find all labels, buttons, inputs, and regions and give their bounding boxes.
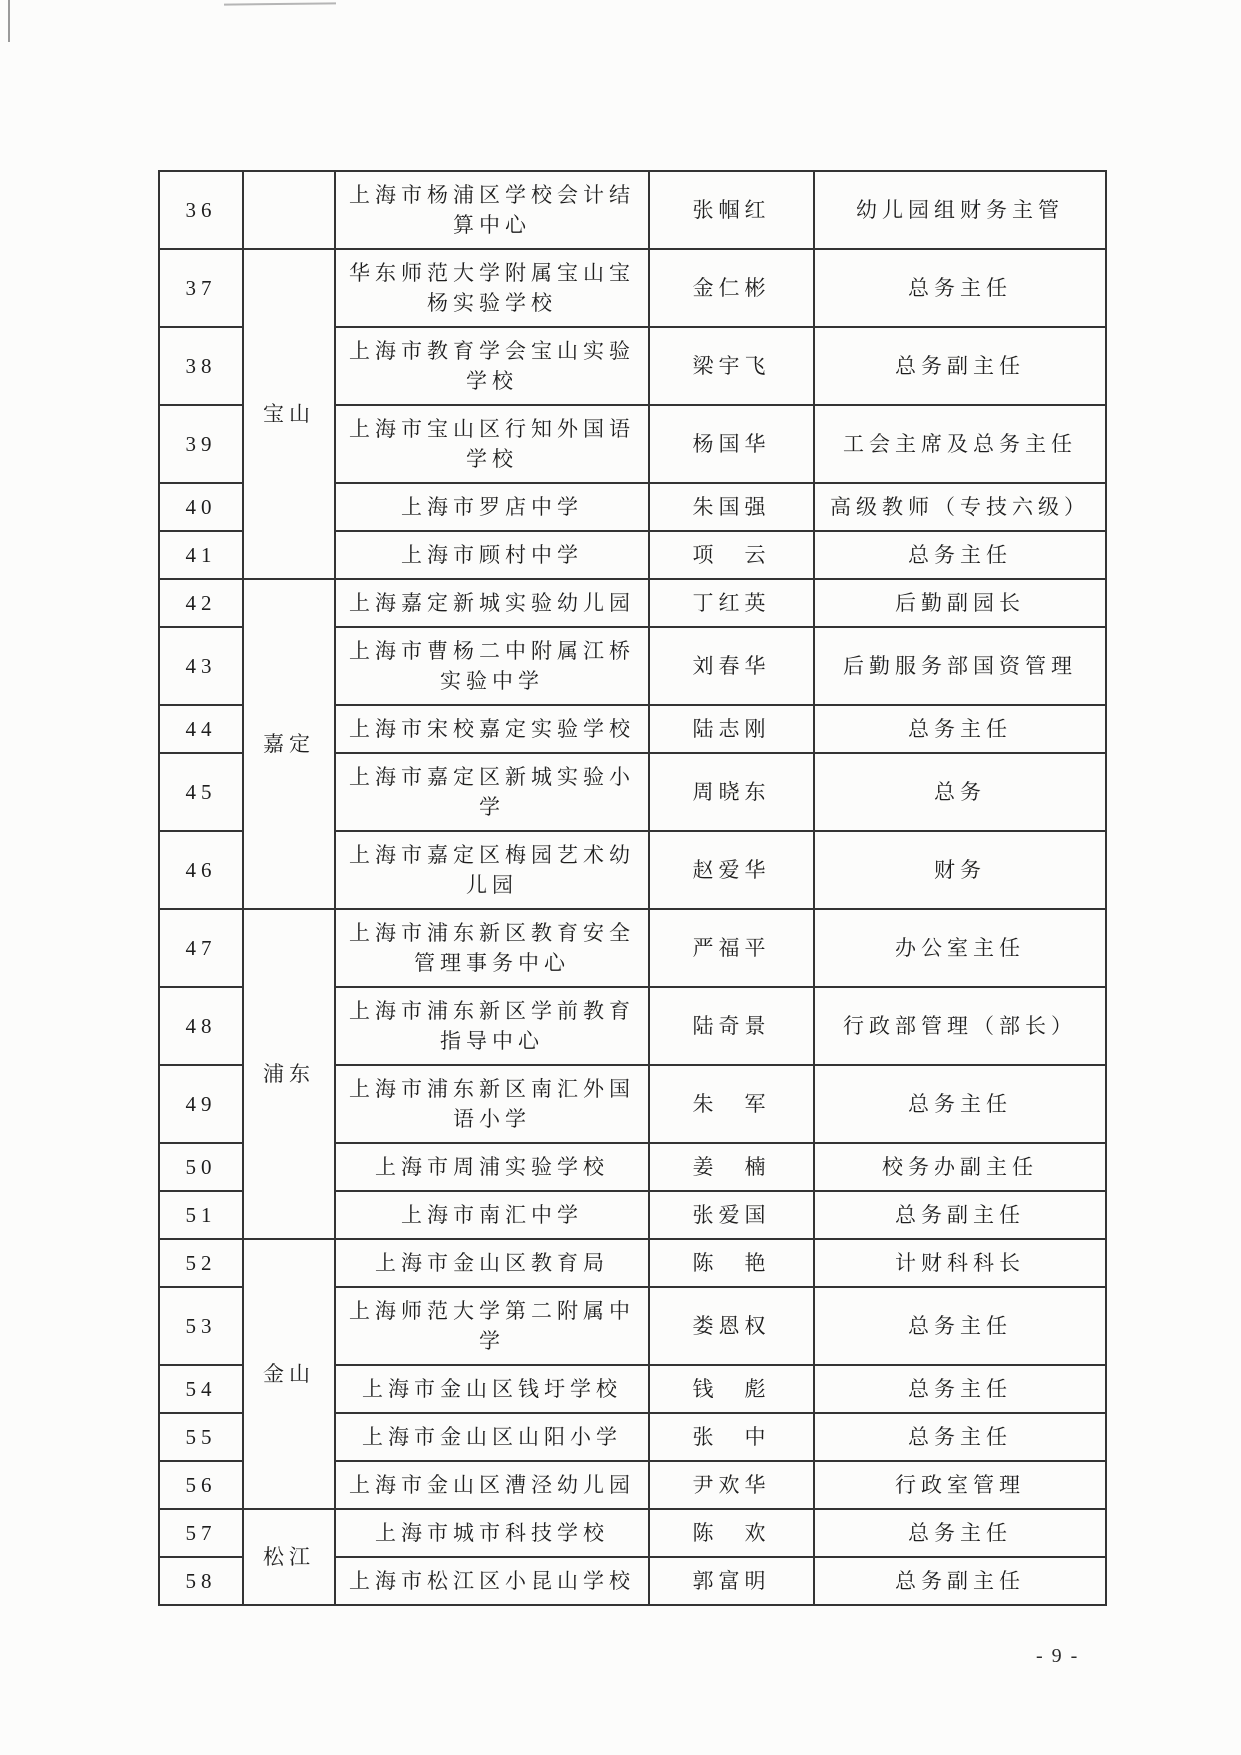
table-row	[159, 249, 1106, 327]
scan-artifact	[224, 2, 336, 5]
position-cell: 校务办副主任	[814, 1143, 1106, 1191]
position-cell: 总务主任	[814, 249, 1106, 327]
school-cell: 上海市浦东新区学前教育指导中心	[335, 987, 649, 1065]
position-cell: 总务主任	[814, 1509, 1106, 1557]
name-cell: 张帼红	[649, 171, 814, 249]
position-cell: 工会主席及总务主任	[814, 405, 1106, 483]
name-cell: 刘春华	[649, 627, 814, 705]
table-row	[159, 1239, 1106, 1287]
name-cell: 项 云	[649, 531, 814, 579]
row-number-cell: 49	[159, 1065, 243, 1143]
row-number-cell: 51	[159, 1191, 243, 1239]
row-number-cell: 43	[159, 627, 243, 705]
school-cell: 上海嘉定新城实验幼儿园	[335, 579, 649, 627]
school-cell: 上海师范大学第二附属中学	[335, 1287, 649, 1365]
name-cell: 娄恩权	[649, 1287, 814, 1365]
school-cell: 上海市罗店中学	[335, 483, 649, 531]
district-cell: 嘉定	[243, 579, 335, 909]
personnel-table	[158, 170, 1107, 1606]
district-cell: 金山	[243, 1239, 335, 1509]
row-number-cell: 46	[159, 831, 243, 909]
position-cell: 财务	[814, 831, 1106, 909]
position-cell: 总务主任	[814, 705, 1106, 753]
position-cell: 后勤服务部国资管理	[814, 627, 1106, 705]
name-cell: 陈 欢	[649, 1509, 814, 1557]
row-number-cell: 48	[159, 987, 243, 1065]
row-number-cell: 36	[159, 171, 243, 249]
school-cell: 上海市宋校嘉定实验学校	[335, 705, 649, 753]
position-cell: 幼儿园组财务主管	[814, 171, 1106, 249]
name-cell: 朱 军	[649, 1065, 814, 1143]
row-number-cell: 42	[159, 579, 243, 627]
name-cell: 陆奇景	[649, 987, 814, 1065]
name-cell: 尹欢华	[649, 1461, 814, 1509]
row-number-cell: 58	[159, 1557, 243, 1605]
school-cell: 上海市南汇中学	[335, 1191, 649, 1239]
school-cell: 华东师范大学附属宝山宝杨实验学校	[335, 249, 649, 327]
row-number-cell: 52	[159, 1239, 243, 1287]
position-cell: 总务主任	[814, 1065, 1106, 1143]
position-cell: 后勤副园长	[814, 579, 1106, 627]
position-cell: 总务副主任	[814, 1557, 1106, 1605]
row-number-cell: 38	[159, 327, 243, 405]
name-cell: 严福平	[649, 909, 814, 987]
row-number-cell: 44	[159, 705, 243, 753]
row-number-cell: 50	[159, 1143, 243, 1191]
name-cell: 姜 楠	[649, 1143, 814, 1191]
school-cell: 上海市浦东新区南汇外国语小学	[335, 1065, 649, 1143]
position-cell: 总务	[814, 753, 1106, 831]
row-number-cell: 55	[159, 1413, 243, 1461]
name-cell: 金仁彬	[649, 249, 814, 327]
row-number-cell: 53	[159, 1287, 243, 1365]
name-cell: 陈 艳	[649, 1239, 814, 1287]
district-cell: 宝山	[243, 249, 335, 579]
school-cell: 上海市浦东新区教育安全管理事务中心	[335, 909, 649, 987]
school-cell: 上海市周浦实验学校	[335, 1143, 649, 1191]
position-cell: 总务主任	[814, 531, 1106, 579]
school-cell: 上海市金山区漕泾幼儿园	[335, 1461, 649, 1509]
table-row	[159, 579, 1106, 627]
district-cell	[243, 171, 335, 249]
school-cell: 上海市顾村中学	[335, 531, 649, 579]
table-row	[159, 909, 1106, 987]
name-cell: 梁宇飞	[649, 327, 814, 405]
name-cell: 陆志刚	[649, 705, 814, 753]
school-cell: 上海市金山区山阳小学	[335, 1413, 649, 1461]
school-cell: 上海市金山区钱圩学校	[335, 1365, 649, 1413]
school-cell: 上海市金山区教育局	[335, 1239, 649, 1287]
school-cell: 上海市嘉定区梅园艺术幼儿园	[335, 831, 649, 909]
name-cell: 丁红英	[649, 579, 814, 627]
district-cell: 浦东	[243, 909, 335, 1239]
position-cell: 行政室管理	[814, 1461, 1106, 1509]
name-cell: 郭富明	[649, 1557, 814, 1605]
name-cell: 周晓东	[649, 753, 814, 831]
position-cell: 总务主任	[814, 1413, 1106, 1461]
position-cell: 行政部管理（部长）	[814, 987, 1106, 1065]
name-cell: 张 中	[649, 1413, 814, 1461]
row-number-cell: 54	[159, 1365, 243, 1413]
table-row	[159, 1509, 1106, 1557]
row-number-cell: 56	[159, 1461, 243, 1509]
school-cell: 上海市宝山区行知外国语学校	[335, 405, 649, 483]
position-cell: 总务主任	[814, 1287, 1106, 1365]
table-row	[159, 171, 1106, 249]
position-cell: 总务主任	[814, 1365, 1106, 1413]
position-cell: 总务副主任	[814, 327, 1106, 405]
row-number-cell: 47	[159, 909, 243, 987]
name-cell: 赵爱华	[649, 831, 814, 909]
position-cell: 总务副主任	[814, 1191, 1106, 1239]
school-cell: 上海市教育学会宝山实验学校	[335, 327, 649, 405]
row-number-cell: 40	[159, 483, 243, 531]
position-cell: 高级教师（专技六级）	[814, 483, 1106, 531]
school-cell: 上海市嘉定区新城实验小学	[335, 753, 649, 831]
district-cell: 松江	[243, 1509, 335, 1605]
row-number-cell: 39	[159, 405, 243, 483]
position-cell: 计财科科长	[814, 1239, 1106, 1287]
row-number-cell: 41	[159, 531, 243, 579]
name-cell: 朱国强	[649, 483, 814, 531]
row-number-cell: 45	[159, 753, 243, 831]
position-cell: 办公室主任	[814, 909, 1106, 987]
page-number: - 9 -	[1036, 1645, 1080, 1667]
scan-artifact	[8, 0, 10, 42]
school-cell: 上海市杨浦区学校会计结算中心	[335, 171, 649, 249]
row-number-cell: 37	[159, 249, 243, 327]
name-cell: 张爱国	[649, 1191, 814, 1239]
name-cell: 杨国华	[649, 405, 814, 483]
row-number-cell: 57	[159, 1509, 243, 1557]
school-cell: 上海市松江区小昆山学校	[335, 1557, 649, 1605]
school-cell: 上海市曹杨二中附属江桥实验中学	[335, 627, 649, 705]
name-cell: 钱 彪	[649, 1365, 814, 1413]
school-cell: 上海市城市科技学校	[335, 1509, 649, 1557]
